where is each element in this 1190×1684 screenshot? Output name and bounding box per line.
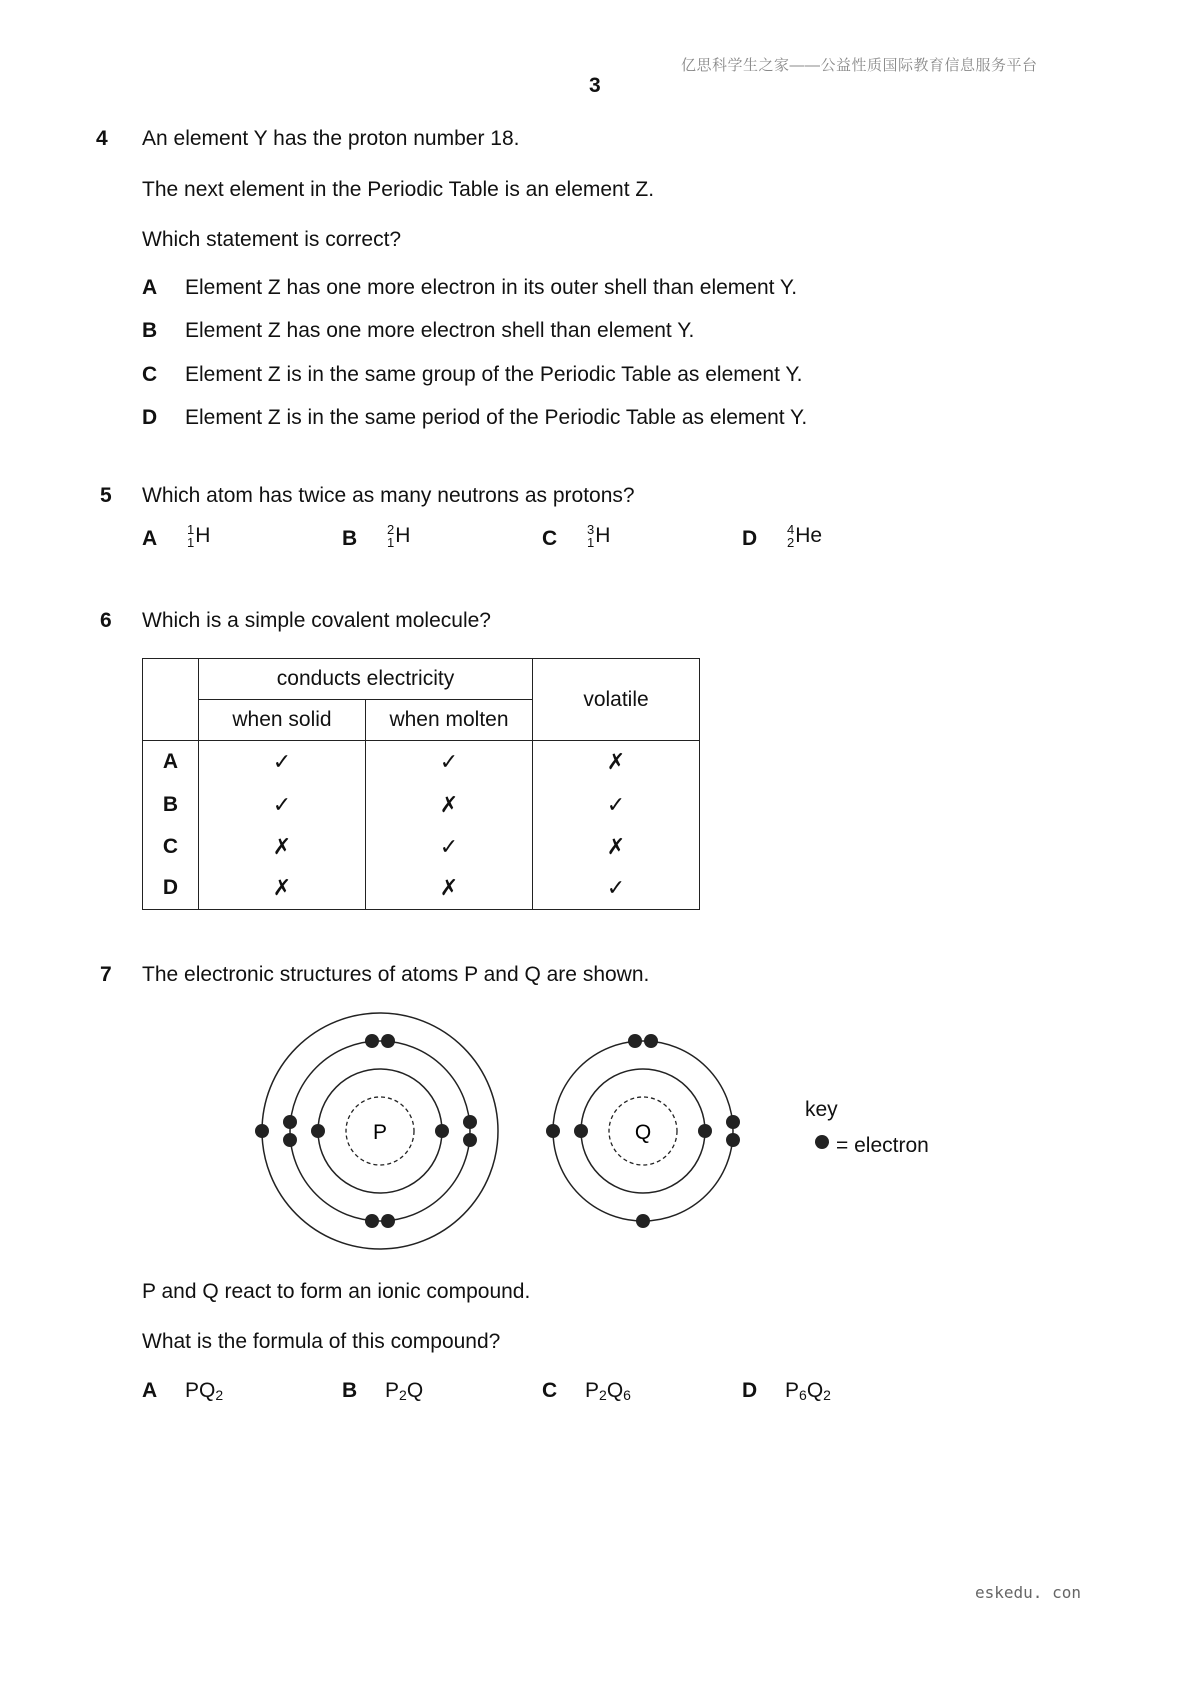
q4-line1: An element Y has the proton number 18. (142, 127, 520, 150)
option-letter: A (142, 527, 158, 550)
row-letter: C (143, 826, 199, 868)
electrons (255, 1034, 477, 1228)
electron (463, 1115, 477, 1129)
mass-number: 4 (787, 522, 795, 537)
formula-part: PQ (185, 1379, 216, 1402)
table-header: when solid (199, 700, 366, 741)
question-number: 6 (100, 609, 112, 632)
q5-question: Which atom has twice as many neutrons as protons? (142, 484, 635, 507)
watermark-text: 亿思科学生之家——公益性质国际教育信息服务平台 (681, 57, 1038, 74)
formula-option-c (585, 1379, 631, 1403)
option-letter: C (542, 527, 558, 550)
cell-volatile: ✓ (533, 784, 700, 826)
element-symbol: H (195, 524, 211, 547)
page-number: 3 (589, 74, 601, 97)
atomic-number: 2 (787, 535, 795, 550)
formula-part: Q (406, 1379, 424, 1402)
formula-option-d (785, 1379, 831, 1403)
option-text: Element Z is in the same group of the Periodic Table as element Y. (185, 363, 803, 386)
atomic-number: 1 (587, 535, 595, 550)
option-text: Element Z is in the same period of the Periodic Table as element Y. (185, 406, 808, 429)
q4-question: Which statement is correct? (142, 228, 402, 251)
option-text: Element Z has one more electron shell than element Y. (185, 319, 695, 342)
option-letter: A (142, 276, 158, 299)
q6-question: Which is a simple covalent molecule? (142, 609, 491, 632)
electron (726, 1115, 740, 1129)
electron (435, 1124, 449, 1138)
option-letter: B (142, 319, 158, 342)
cell-volatile: ✗ (533, 826, 700, 868)
cell-molten: ✗ (366, 784, 533, 826)
electron (463, 1133, 477, 1147)
key-electron-icon (815, 1135, 829, 1149)
formula-subscript: 2 (823, 1387, 831, 1403)
cell-solid: ✗ (199, 868, 366, 910)
mass-number: 2 (387, 522, 395, 537)
electron (283, 1115, 297, 1129)
cell-volatile: ✓ (533, 868, 700, 910)
formula-subscript: 6 (799, 1387, 807, 1403)
cell-solid: ✓ (199, 784, 366, 826)
atom-q-diagram (546, 1034, 740, 1228)
question-number: 7 (100, 963, 112, 986)
q7-intro: The electronic structures of atoms P and Q are shown. (142, 963, 650, 986)
formula-subscript: 2 (215, 1387, 224, 1403)
key-title: key (805, 1098, 838, 1121)
electron (381, 1034, 395, 1048)
electron (381, 1214, 395, 1228)
formula-subscript: 2 (599, 1387, 607, 1403)
electron (644, 1034, 658, 1048)
option-letter: B (342, 527, 358, 550)
electron (628, 1034, 642, 1048)
element-symbol: He (795, 524, 823, 547)
electron (283, 1133, 297, 1147)
electron (726, 1133, 740, 1147)
row-letter: A (143, 741, 199, 784)
formula-part: P (385, 1379, 400, 1402)
table-header: conducts electricity (199, 659, 533, 700)
formula-part: Q (806, 1379, 824, 1402)
option-letter: D (742, 1379, 758, 1402)
row-letter: B (143, 784, 199, 826)
formula-subscript: 2 (399, 1387, 407, 1403)
formula-option-b (385, 1379, 423, 1403)
formula-option-a (185, 1379, 223, 1403)
option-letter: B (342, 1379, 358, 1402)
table-header: when molten (366, 700, 533, 741)
question-number: 5 (100, 484, 112, 507)
option-letter: C (142, 363, 158, 386)
atomic-number: 1 (187, 535, 195, 550)
atom-q-label: Q (634, 1121, 652, 1144)
q4-line2: The next element in the Periodic Table is an element Z. (142, 178, 655, 201)
key-text: = electron (836, 1134, 929, 1157)
option-letter: D (742, 527, 758, 550)
electron (365, 1214, 379, 1228)
atom-p-label: P (372, 1121, 388, 1144)
option-letter: C (542, 1379, 558, 1402)
q7-line2: P and Q react to form an ionic compound. (142, 1280, 531, 1303)
electron (546, 1124, 560, 1138)
electron (698, 1124, 712, 1138)
question-number: 4 (96, 127, 108, 150)
electron (636, 1214, 650, 1228)
electron (255, 1124, 269, 1138)
option-letter: A (142, 1379, 158, 1402)
cell-solid: ✗ (199, 826, 366, 868)
option-text: Element Z has one more electron in its outer shell than element Y. (185, 276, 798, 299)
mass-number: 1 (187, 522, 195, 537)
footer-site: eskedu. con (975, 1583, 1081, 1602)
formula-part: P (585, 1379, 600, 1402)
element-symbol: H (595, 524, 611, 547)
mass-number: 3 (587, 522, 595, 537)
electron (311, 1124, 325, 1138)
atom-p-diagram (255, 1013, 498, 1249)
element-symbol: H (395, 524, 411, 547)
q7-question: What is the formula of this compound? (142, 1330, 501, 1353)
electron (574, 1124, 588, 1138)
formula-part: Q (606, 1379, 624, 1402)
electron (365, 1034, 379, 1048)
formula-subscript: 6 (623, 1387, 631, 1403)
table-header: volatile (533, 659, 700, 741)
cell-volatile: ✗ (533, 741, 700, 784)
row-letter: D (143, 868, 199, 910)
cell-solid: ✓ (199, 741, 366, 784)
cell-molten: ✓ (366, 741, 533, 784)
option-letter: D (142, 406, 158, 429)
cell-molten: ✓ (366, 826, 533, 868)
formula-part: P (785, 1379, 800, 1402)
cell-molten: ✗ (366, 868, 533, 910)
atomic-number: 1 (387, 535, 395, 550)
